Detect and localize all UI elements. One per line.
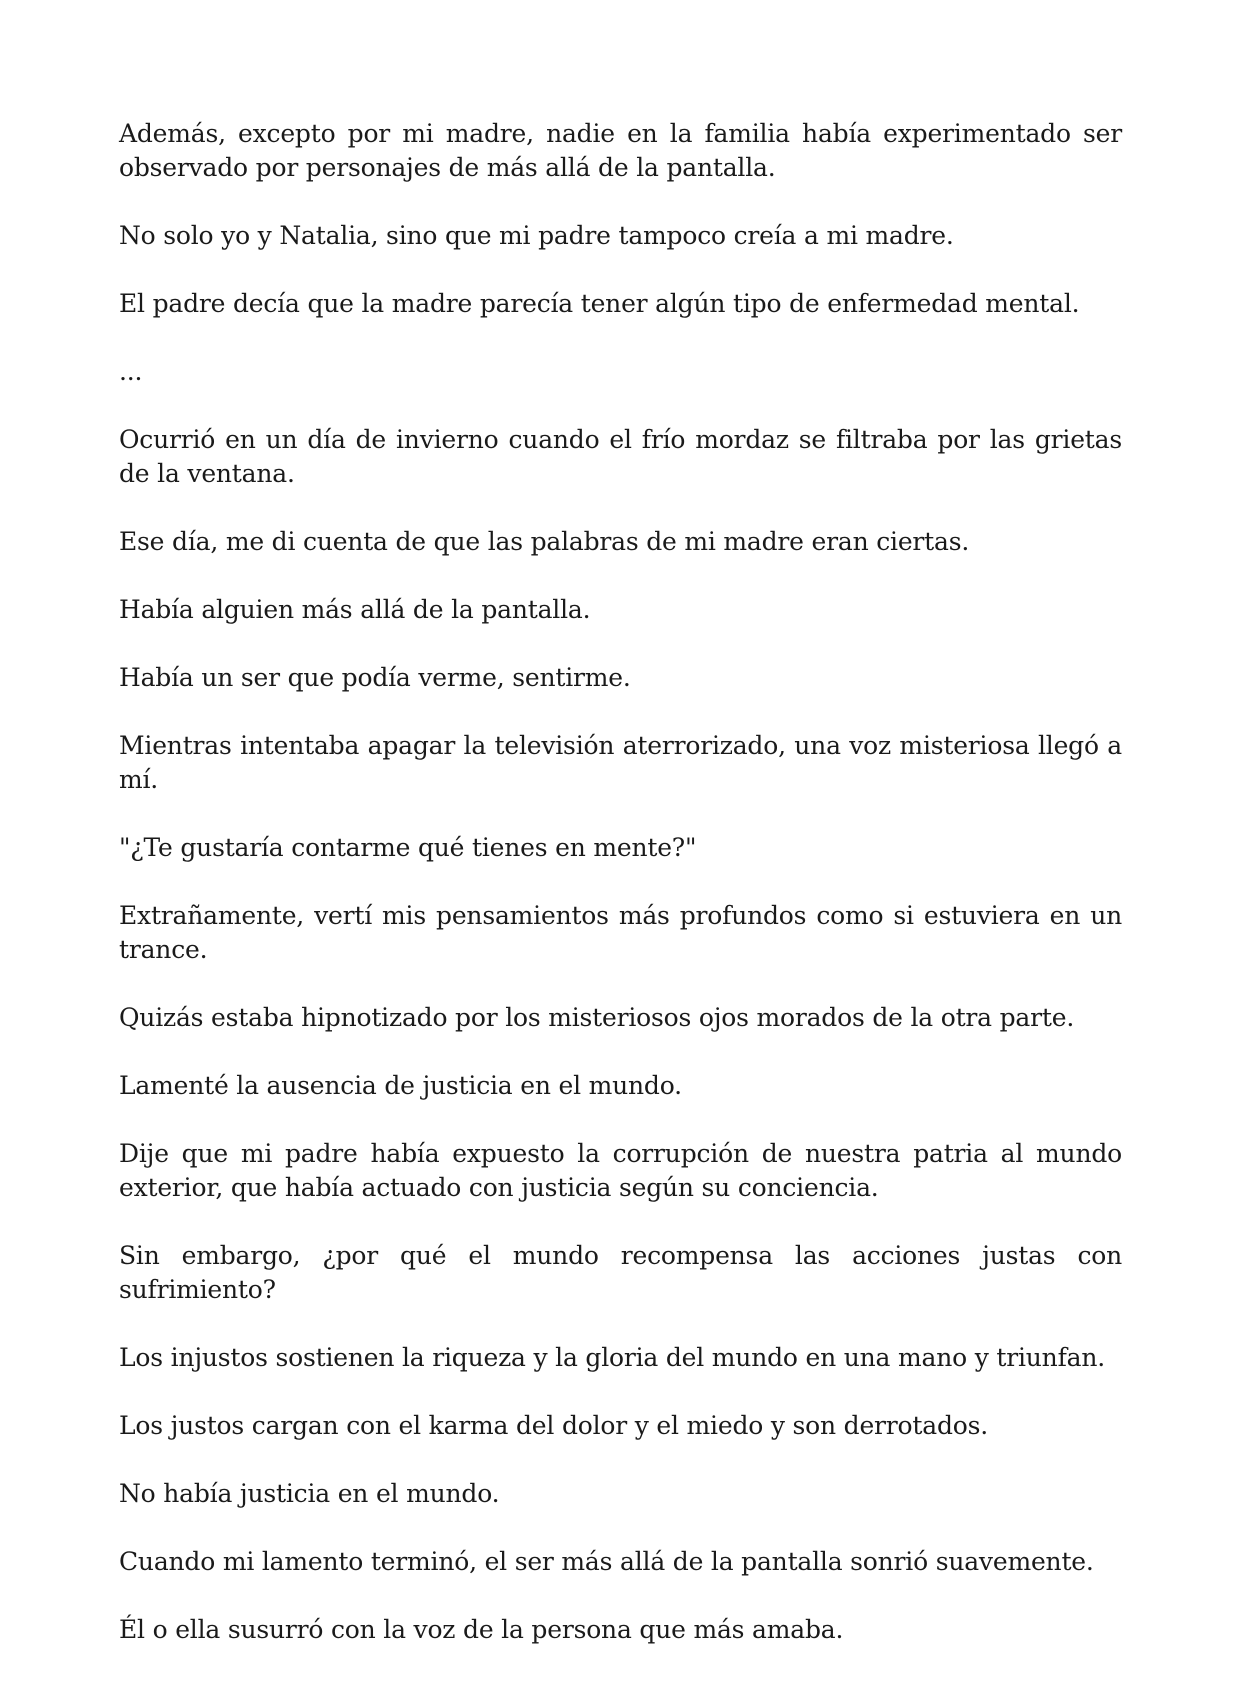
paragraph: Lamenté la ausencia de justicia en el mundo. — [119, 1071, 682, 1100]
paragraph: No había justicia en el mundo. — [119, 1479, 500, 1508]
paragraph: Dije que mi padre había expuesto la corrupción de nuestra patria al mundo exterior, que había actuado con justicia según su conciencia. — [119, 1139, 1122, 1202]
paragraph: Ese día, me di cuenta de que las palabras de mi madre eran ciertas. — [119, 527, 970, 556]
paragraph: Extrañamente, vertí mis pensamientos más profundos como si estuviera en un trance. — [119, 901, 1122, 964]
paragraph: No solo yo y Natalia, sino que mi padre tampoco creía a mi madre. — [119, 221, 954, 250]
paragraph: Ocurrió en un día de invierno cuando el frío mordaz se filtraba por las grietas de la ventana. — [119, 425, 1122, 488]
paragraph: Quizás estaba hipnotizado por los misteriosos ojos morados de la otra parte. — [119, 1003, 1075, 1032]
paragraph: El padre decía que la madre parecía tener algún tipo de enfermedad mental. — [119, 289, 1080, 318]
paragraph: Los justos cargan con el karma del dolor y el miedo y son derrotados. — [119, 1411, 988, 1440]
paragraph: Él o ella susurró con la voz de la persona que más amaba. — [119, 1615, 844, 1644]
document-body — [119, 117, 1122, 1681]
paragraph: Mientras intentaba apagar la televisión aterrorizado, una voz misteriosa llegó a mí. — [119, 731, 1122, 794]
paragraph: Además, excepto por mi madre, nadie en la familia había experimentado ser observado por personajes de más allá de la pantalla. — [119, 119, 1122, 182]
paragraph: "¿Te gustaría contarme qué tienes en mente?" — [119, 833, 697, 862]
paragraph: Había alguien más allá de la pantalla. — [119, 595, 591, 624]
paragraph: Sin embargo, ¿por qué el mundo recompensa las acciones justas con sufrimiento? — [119, 1241, 1122, 1304]
paragraph: Los injustos sostienen la riqueza y la gloria del mundo en una mano y triunfan. — [119, 1343, 1105, 1372]
paragraph: Había un ser que podía verme, sentirme. — [119, 663, 631, 692]
paragraph: Cuando mi lamento terminó, el ser más allá de la pantalla sonrió suavemente. — [119, 1547, 1094, 1576]
scene-break: ... — [119, 357, 143, 386]
